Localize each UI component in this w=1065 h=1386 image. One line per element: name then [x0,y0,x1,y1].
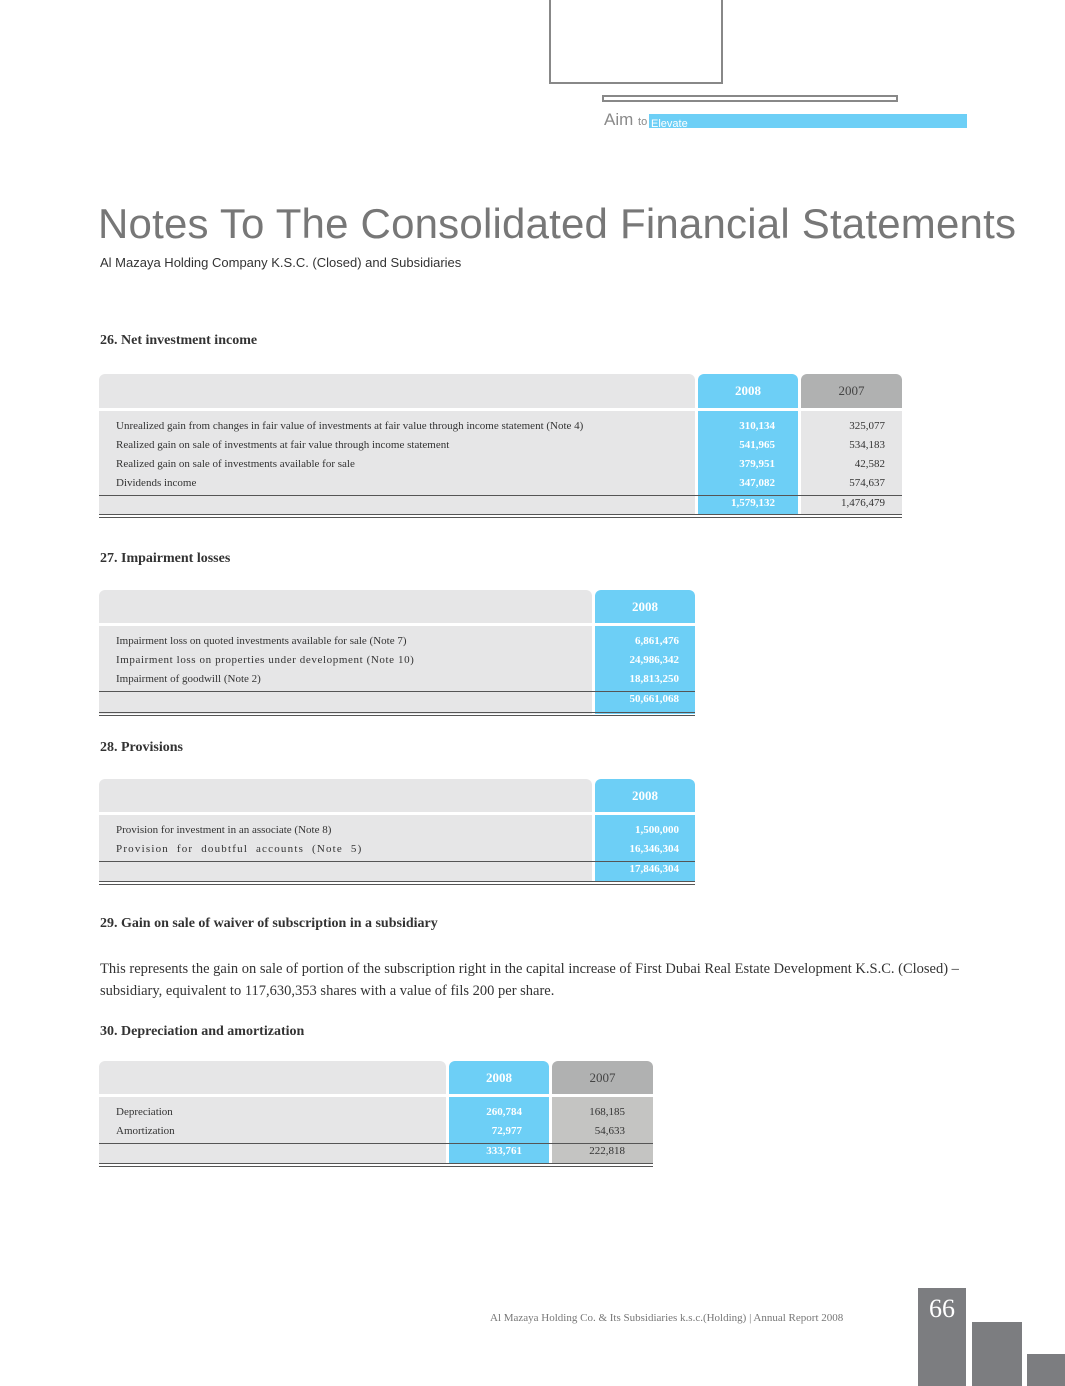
note30-header-label-cell [99,1061,446,1094]
to-text: to [638,116,648,128]
note29-paragraph: This represents the gain on sale of portion of the subscription right in the capital increase of First Dubai Real Estate Development K.S.C. (Closed) – subsidiary, equivalent to 117,630,353 shares with a value of fils 200 per share. [100,961,959,999]
note26-row-2008: 379,951 [739,458,775,470]
note28-heading: 28. Provisions [100,740,183,755]
note30-total-line [99,1163,653,1164]
note28-total-2008: 17,846,304 [629,863,679,875]
note28-row-2008: 16,346,304 [629,843,679,855]
note28-subtotal-line [99,861,695,862]
note30-row-label: Amortization [116,1125,175,1137]
note30-row-2007: 54,633 [594,1125,625,1137]
note27-header-label-cell [99,590,592,623]
note28-col-2008: 2008 [595,779,695,812]
note26-row-2008: 347,082 [739,477,775,489]
page-number: 66 [929,1294,955,1323]
note26-row-label: Dividends income [116,477,197,489]
page-subtitle: Al Mazaya Holding Company K.S.C. (Closed) and Subsidiaries [100,255,462,270]
aim-text: Aim [604,110,634,129]
note26-col-2007: 2007 [801,374,902,408]
note26-row-2007: 574,637 [849,477,885,489]
note30-row-2008: 72,977 [491,1125,522,1137]
note26-col-2008: 2008 [698,374,798,408]
note30-total-double-line [99,1166,653,1167]
note28-row-label: Provision for investment in an associate (Note 8) [116,824,332,836]
note27-row-2008: 18,813,250 [629,673,679,685]
note27-row-label: Impairment of goodwill (Note 2) [116,673,261,685]
note26-total-2007: 1,476,479 [841,497,885,509]
note30-total-2008: 333,761 [486,1145,522,1157]
note26-total-2008: 1,579,132 [731,497,775,509]
note27-row-2008: 6,861,476 [635,635,679,647]
footer-decor-block [1027,1354,1065,1386]
note26-row-2007: 325,077 [849,420,885,432]
note30-col-2008: 2008 [449,1061,549,1094]
note30-col-2007: 2007 [552,1061,653,1094]
header-frame-bar [602,95,898,102]
note28-row-label: Provision for doubtful accounts (Note 5) [116,843,363,855]
note26-row-2007: 534,183 [849,439,885,451]
note26-row-2008: 541,965 [739,439,775,451]
note26-total-line [99,514,902,515]
note28-total-line [99,881,695,882]
note28-total-double-line [99,884,695,885]
header-frame-box [549,0,723,84]
note26-row-label: Realized gain on sale of investments available for sale [116,458,355,470]
note27-total-double-line [99,715,695,716]
note26-header-label-cell [99,374,695,408]
note27-row-2008: 24,986,342 [629,654,679,666]
note27-subtotal-line [99,691,695,692]
note29-heading: 29. Gain on sale of waiver of subscription in a subsidiary [100,916,438,931]
note28-header-label-cell [99,779,592,812]
note30-row-label: Depreciation [116,1106,173,1118]
footer-decor-block [972,1322,1022,1386]
note26-row-label: Unrealized gain from changes in fair value of investments at fair value through income statement (Note 4) [116,420,584,432]
note27-total-line [99,712,695,713]
note30-row-2007: 168,185 [589,1106,625,1118]
note28-row-2008: 1,500,000 [635,824,679,836]
note30-row-2008: 260,784 [486,1106,522,1118]
aim-tagline [604,110,647,130]
elevate-text: Elevate [651,118,688,130]
note26-row-2007: 42,582 [854,458,885,470]
page-title: Notes To The Consolidated Financial Statements [98,200,1017,247]
note30-total-2007: 222,818 [589,1145,625,1157]
note26-row-label: Realized gain on sale of investments at fair value through income statement [116,439,450,451]
note30-subtotal-line [99,1143,653,1144]
note26-total-double-line [99,517,902,518]
note27-total-2008: 50,661,068 [629,693,679,705]
note26-subtotal-line [99,495,902,496]
footer-text: Al Mazaya Holding Co. & Its Subsidiaries k.s.c.(Holding) | Annual Report 2008 [490,1312,844,1324]
note27-col-2008: 2008 [595,590,695,623]
note27-row-label: Impairment loss on quoted investments available for sale (Note 7) [116,635,407,647]
note26-heading: 26. Net investment income [100,333,258,348]
note30-heading: 30. Depreciation and amortization [100,1024,305,1039]
note26-row-2008: 310,134 [739,420,775,432]
note27-heading: 27. Impairment losses [100,551,231,566]
note27-row-label: Impairment loss on properties under development (Note 10) [116,654,415,666]
elevate-bar [649,114,967,128]
